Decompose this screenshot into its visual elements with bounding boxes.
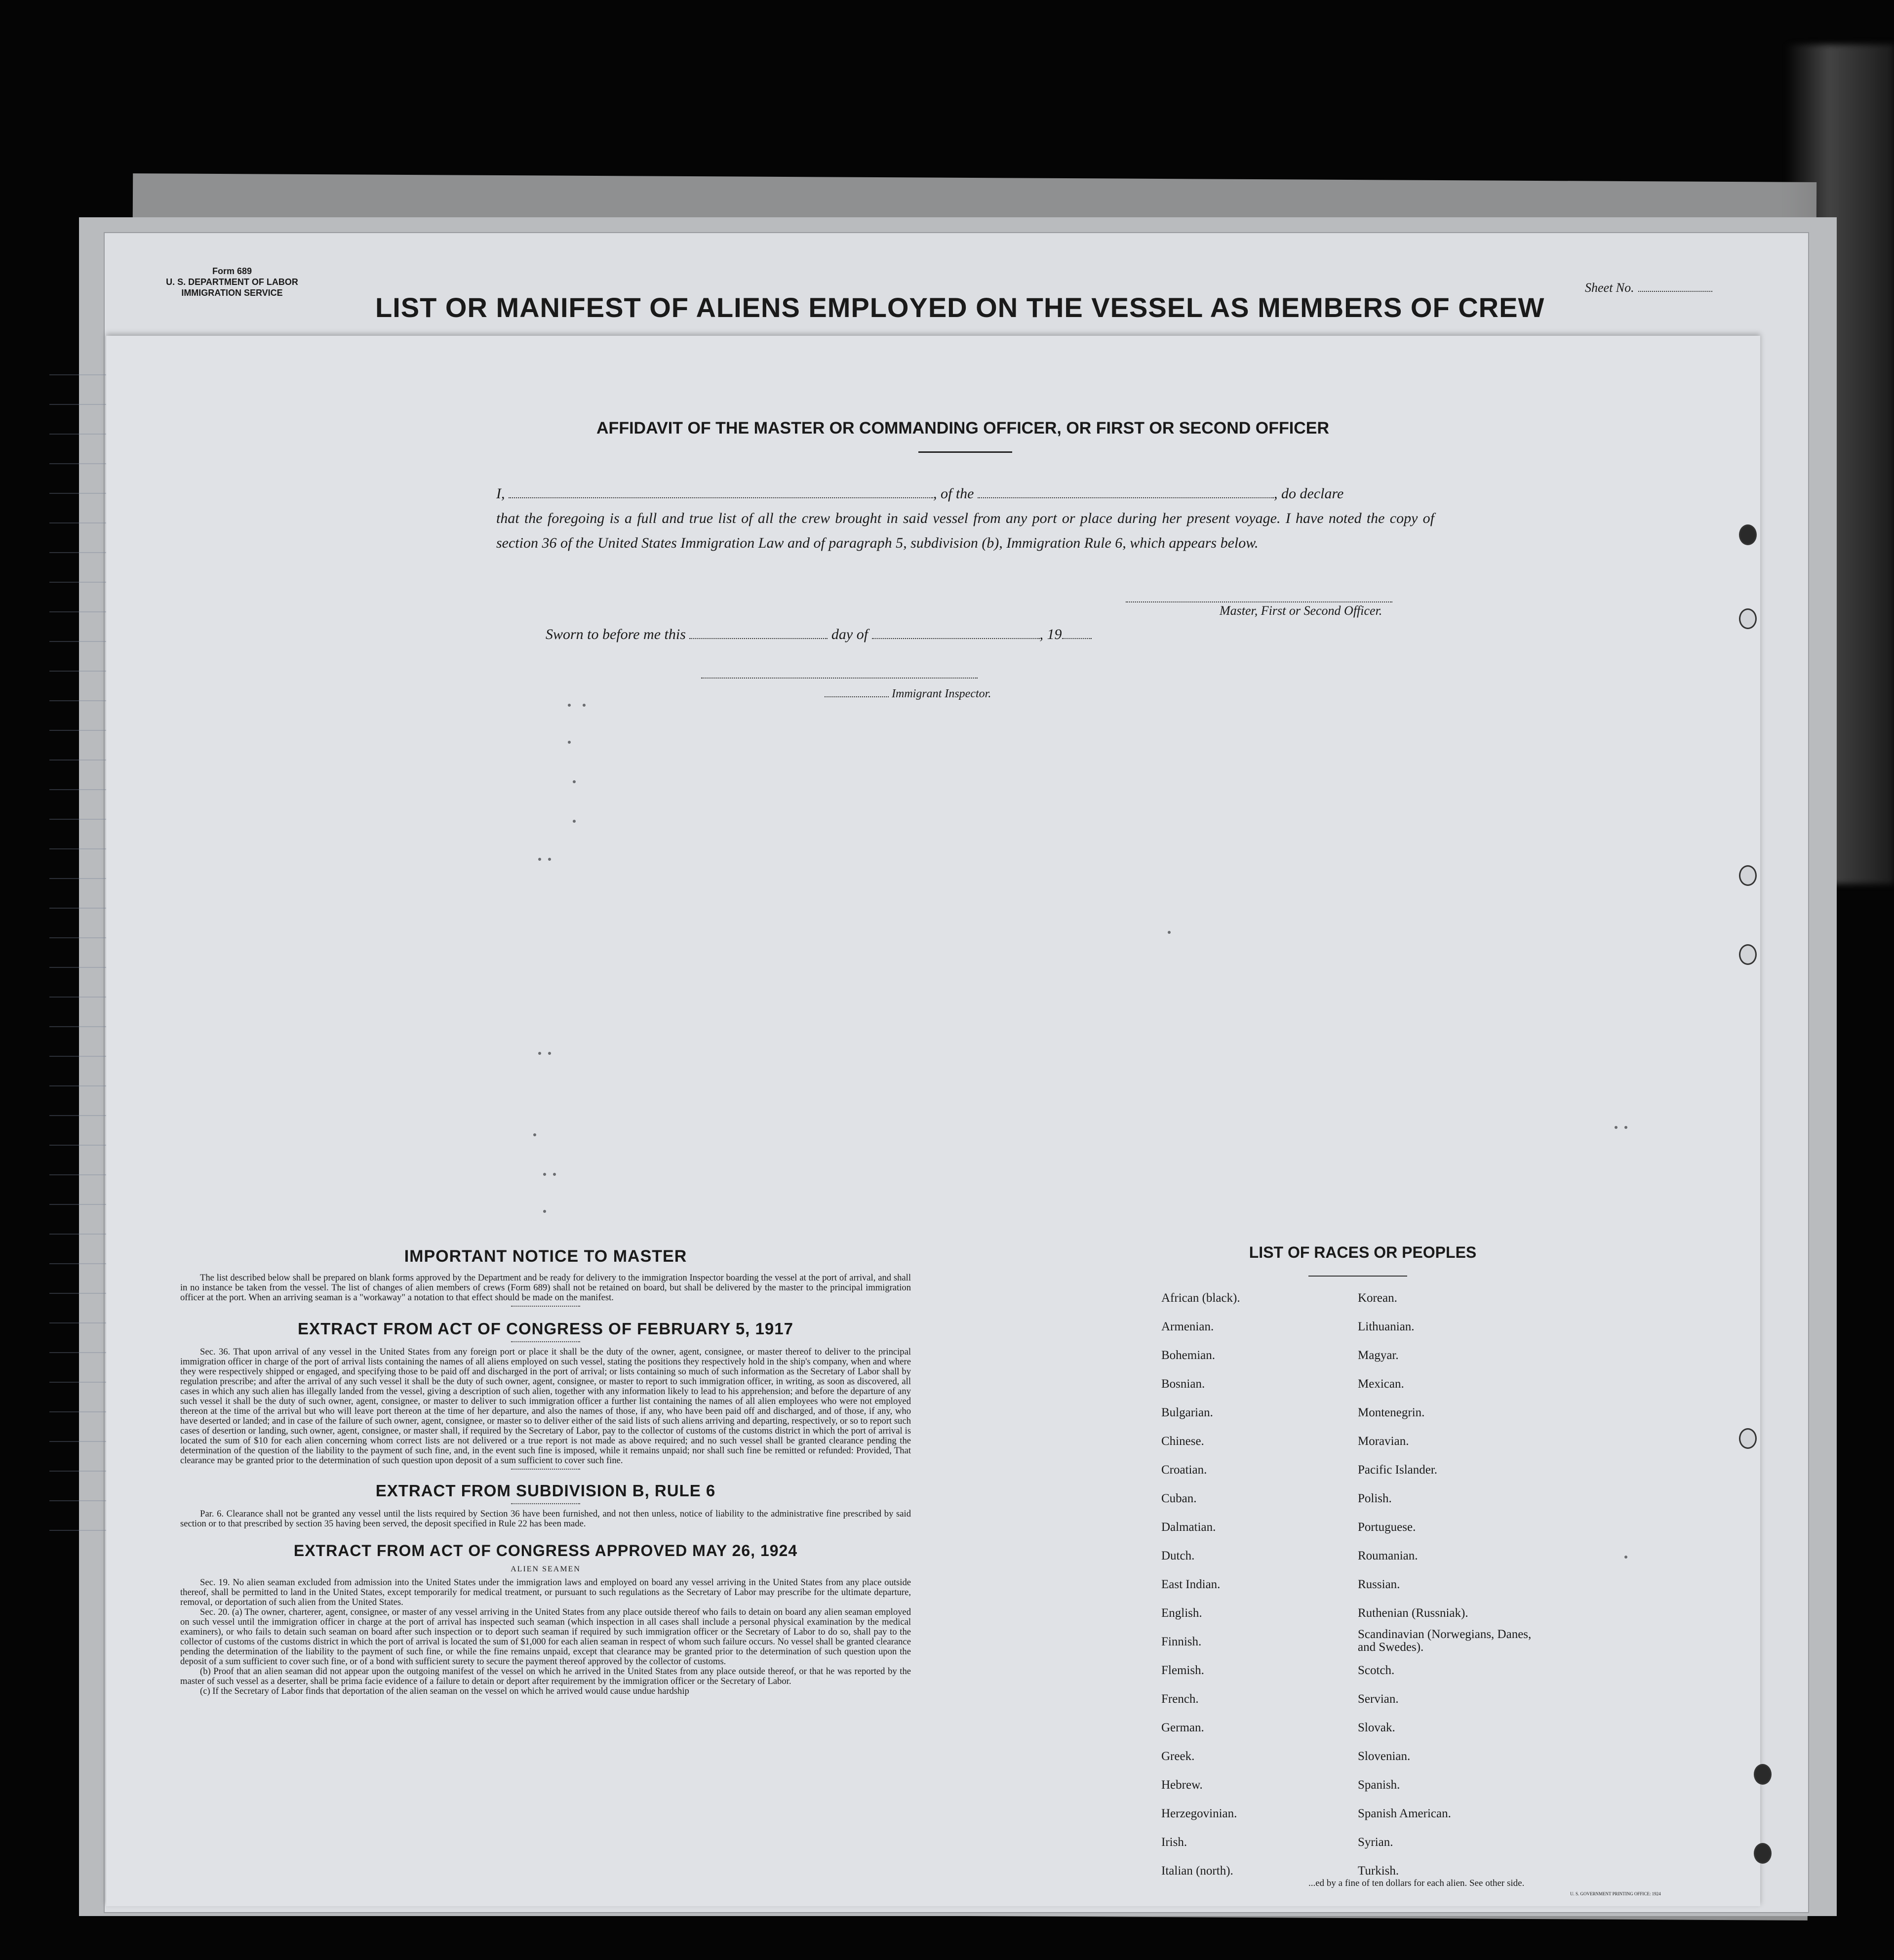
races-title: LIST OF RACES OR PEOPLES bbox=[1249, 1243, 1477, 1261]
race-item: Servian. bbox=[1358, 1692, 1399, 1706]
alien-seamen-subtitle: ALIEN SEAMEN bbox=[511, 1565, 581, 1573]
bleed-mark bbox=[1615, 1126, 1618, 1129]
race-item: Bulgarian. bbox=[1161, 1406, 1213, 1419]
affidavit-statement: that the foregoing is a full and true list of all the crew brought in said vessel from any port or place during her present voyage. I have noted the copy of section 36 of the United States Immigration Law and of paragraph 5, subdivision (b), Immigration Rule 6, which appears below. bbox=[496, 510, 1434, 551]
bleed-mark bbox=[548, 858, 551, 861]
extract-1924-sec20c: (c) If the Secretary of Labor finds that deportation of the alien seaman on the vessel on which he arrived would cause undue hardship bbox=[200, 1686, 689, 1696]
race-item: Bosnian. bbox=[1161, 1377, 1205, 1391]
affidavit-title: AFFIDAVIT OF THE MASTER OR COMMANDING OFFICER, OR FIRST OR SECOND OFFICER bbox=[596, 419, 1329, 438]
extract-rule6-title: EXTRACT FROM SUBDIVISION B, RULE 6 bbox=[375, 1481, 716, 1500]
service-name: IMMIGRATION SERVICE bbox=[181, 288, 283, 298]
sworn-label: Sworn to before me this bbox=[546, 626, 686, 642]
sworn-day-of: day of bbox=[831, 626, 868, 642]
race-item: Slovenian. bbox=[1358, 1750, 1411, 1763]
form-header bbox=[148, 266, 316, 298]
binder-hole bbox=[1739, 524, 1757, 545]
race-item: English. bbox=[1161, 1606, 1202, 1620]
bleed-mark bbox=[538, 858, 541, 861]
race-item: Russian. bbox=[1358, 1578, 1400, 1591]
affidavit-of-the: , of the bbox=[933, 485, 974, 502]
race-item: East Indian. bbox=[1161, 1578, 1221, 1591]
race-item: African (black). bbox=[1161, 1291, 1240, 1305]
master-signature-blank[interactable] bbox=[1126, 601, 1392, 602]
officer-name-blank[interactable] bbox=[509, 486, 933, 498]
sworn-day-blank[interactable] bbox=[689, 627, 828, 639]
race-item: Polish. bbox=[1358, 1492, 1392, 1505]
race-item: Roumanian. bbox=[1358, 1549, 1418, 1562]
section-rule bbox=[511, 1306, 580, 1307]
affidavit-title-rule bbox=[918, 451, 1012, 453]
races-title-rule bbox=[1308, 1276, 1407, 1277]
underlying-ruled-lines bbox=[49, 346, 114, 1531]
notice-title: IMPORTANT NOTICE TO MASTER bbox=[404, 1247, 687, 1266]
inspector-label-row bbox=[825, 687, 991, 701]
affidavit-i-label: I, bbox=[496, 485, 505, 502]
sworn-year-prefix: , 19 bbox=[1039, 626, 1062, 642]
bleed-mark bbox=[1168, 931, 1171, 934]
bleed-mark bbox=[533, 1133, 536, 1136]
binder-hole bbox=[1739, 608, 1757, 629]
sworn-month-blank[interactable] bbox=[872, 627, 1040, 639]
race-item: Moravian. bbox=[1358, 1435, 1409, 1448]
race-item: German. bbox=[1161, 1721, 1204, 1734]
race-item: Spanish. bbox=[1358, 1778, 1400, 1792]
form-number: Form 689 bbox=[212, 266, 252, 276]
bleed-mark bbox=[1624, 1126, 1627, 1129]
page-title: LIST OR MANIFEST OF ALIENS EMPLOYED ON THE VESSEL AS MEMBERS OF CREW bbox=[375, 292, 1545, 323]
bleed-mark bbox=[573, 780, 576, 783]
race-item: Mexican. bbox=[1358, 1377, 1404, 1391]
race-item: Montenegrin. bbox=[1358, 1406, 1425, 1419]
race-item: Herzegovinian. bbox=[1161, 1807, 1237, 1820]
printer-credit: U. S. GOVERNMENT PRINTING OFFICE: 1924 bbox=[1570, 1891, 1661, 1896]
notices-column bbox=[180, 1247, 911, 1696]
race-item: Chinese. bbox=[1161, 1435, 1204, 1448]
race-item: Slovak. bbox=[1358, 1721, 1395, 1734]
race-item: French. bbox=[1161, 1692, 1199, 1706]
race-item: Ruthenian (Russniak). bbox=[1358, 1606, 1468, 1620]
binder-hole bbox=[1754, 1843, 1772, 1864]
bleed-mark bbox=[543, 1210, 546, 1213]
bleed-mark bbox=[548, 1052, 551, 1055]
section-rule bbox=[511, 1503, 580, 1504]
bleed-mark bbox=[583, 704, 586, 707]
race-item: Greek. bbox=[1161, 1750, 1195, 1763]
master-signature-label: Master, First or Second Officer. bbox=[1220, 603, 1382, 618]
race-item: Korean. bbox=[1358, 1291, 1397, 1305]
sheet-number-label: Sheet No. bbox=[1585, 280, 1634, 295]
sworn-line bbox=[546, 626, 1092, 643]
extract-1924-sec19: Sec. 19. No alien seaman excluded from admission into the United States under the immigration laws and employed on board any vessel arriving in the United States from any place outside thereof, shall be permitted to land in the United States, except temporarily for medical treatment, or pursuant to such regulations as the Secretary of Labor may prescribe for the ultimate departure, removal, or deportation of such alien from the United States. bbox=[180, 1577, 911, 1607]
bleed-mark bbox=[553, 1173, 556, 1176]
bleed-mark bbox=[568, 704, 571, 707]
race-item: Magyar. bbox=[1358, 1349, 1399, 1362]
extract-rule6-body: Par. 6. Clearance shall not be granted any vessel until the lists required by Section 36 have been furnished, and not then unless, notice of liability to the administrative fine prescribed by said section or to that prescribed by section 35 having been served, the deposit specified in Rule 22 has been made. bbox=[180, 1509, 911, 1529]
race-item: Irish. bbox=[1161, 1836, 1187, 1849]
bleed-mark bbox=[538, 1052, 541, 1055]
section-rule bbox=[511, 1341, 580, 1342]
race-item: Pacific Islander. bbox=[1358, 1463, 1438, 1477]
affidavit-body bbox=[496, 481, 1434, 556]
race-item: Flemish. bbox=[1161, 1664, 1204, 1677]
vessel-name-blank[interactable] bbox=[978, 486, 1274, 498]
affidavit-do-declare: , do declare bbox=[1274, 485, 1344, 502]
race-item: Turkish. bbox=[1358, 1864, 1399, 1878]
race-item: Bohemian. bbox=[1161, 1349, 1216, 1362]
race-item: Armenian. bbox=[1161, 1320, 1214, 1333]
inspector-signature-blank[interactable] bbox=[701, 678, 978, 679]
race-item: Portuguese. bbox=[1358, 1520, 1416, 1534]
extract-1917-title: EXTRACT FROM ACT OF CONGRESS OF FEBRUARY 5, 1917 bbox=[298, 1320, 793, 1338]
department-name: U. S. DEPARTMENT OF LABOR bbox=[166, 277, 298, 287]
race-item: Lithuanian. bbox=[1358, 1320, 1415, 1333]
race-item: Dalmatian. bbox=[1161, 1520, 1216, 1534]
race-item: Italian (north). bbox=[1161, 1864, 1233, 1878]
race-item: Scandinavian (Norwegians, Danes, and Swedes). bbox=[1358, 1628, 1532, 1654]
race-item: Syrian. bbox=[1358, 1836, 1393, 1849]
race-item: Croatian. bbox=[1161, 1463, 1207, 1477]
inspector-name-blank[interactable] bbox=[825, 696, 889, 697]
binder-hole bbox=[1754, 1764, 1772, 1785]
bleed-mark bbox=[1624, 1556, 1627, 1559]
binder-hole bbox=[1739, 1428, 1757, 1449]
sworn-year-blank[interactable] bbox=[1062, 627, 1092, 639]
bleed-mark bbox=[573, 820, 576, 823]
race-item: Dutch. bbox=[1161, 1549, 1195, 1562]
section-rule bbox=[511, 1469, 580, 1470]
bleed-footer-text: ...ed by a fine of ten dollars for each alien. See other side. bbox=[1308, 1878, 1525, 1888]
extract-1917-body: Sec. 36. That upon arrival of any vessel in the United States from any foreign port or place it shall be the duty of the owner, agent, consignee, or master thereof to deliver to the principal immigration officer in charge of the port of arrival lists containing the names of all aliens employed on such vessel, stating the positions they respectively hold in the ship's company, when and where they were respectively shipped or engaged, and specifying those to be paid off and discharged in the port of arrival; or lists containing so much of such information as the Secretary of Labor shall by regulation prescribe; and after the arrival of any such vessel it shall be the duty of such owner, agent, consignee, or master to report to such immigration officer, in writing, as soon as discovered, all cases in which any such alien has illegally landed from the vessel, giving a description of such alien, together with any information likely to lead to his apprehension; and before the departure of any such vessel it shall be the duty of such owner, agent, consignee, or master to deliver to such immigration officer a further list containing the names of all alien employees who were not employed thereon at the time of the arrival but who will leave port thereon at the time of her departure, and also the names of those, if any, who have been paid off and discharged, and of those, if any, who have deserted or landed; and in case of the failure of such owner, agent, consignee, or master so to deliver either of the said lists of such aliens arriving and departing, respectively, or so to report such cases of desertion or landing, such owner, agent, consignee, or master shall, if required by the Secretary of Labor, pay to the collector of customs of the customs district in which the port of arrival is located the sum of $10 for each alien concerning whom correct lists are not delivered or a true report is not made as above required; and no such vessel shall be granted clearance pending the determination of the question of the liability to the payment of such fine, and, in the event such fine is imposed, while it remains unpaid; nor shall such fine be remitted or refunded: Provided, That clearance may be granted prior to the determination of such question upon deposit of a sum sufficient to cover such fine. bbox=[180, 1347, 911, 1466]
race-item: Cuban. bbox=[1161, 1492, 1197, 1505]
extract-1924-title: EXTRACT FROM ACT OF CONGRESS APPROVED MAY 26, 1924 bbox=[293, 1542, 798, 1560]
binder-hole bbox=[1739, 944, 1757, 965]
race-item: Hebrew. bbox=[1161, 1778, 1203, 1792]
notice-body: The list described below shall be prepared on blank forms approved by the Department and be ready for delivery to the immigration Inspector boarding the vessel at the port of arrival, and shall in no instance be taken from the vessel. The list of changes of alien members of crews (Form 689) shall not be retained on board, but shall be delivered by the master to the principal immigration officer at the port. When an arriving seaman is a "workaway" a notation to that effect should be made on the manifest. bbox=[180, 1273, 911, 1303]
race-item: Finnish. bbox=[1161, 1635, 1202, 1648]
extract-1924-sec20a: Sec. 20. (a) The owner, charterer, agent, consignee, or master of any vessel arriving in the United States from any place outside thereof who fails to detain on board any alien seaman employed on such vessel until the immigration officer in charge at the port of arrival has inspected such seaman (which inspection in all cases shall include a personal physical examination by the medical examiners), or who fails to detain such seaman on board after such inspection or to deport such seaman if required by such immigration officer or the Secretary of Labor to do so, shall pay to the collector of customs of the customs district in which the port of arrival is located the sum of $1,000 for each alien seaman in respect of whom such failure occurs. No vessel shall be granted clearance pending the determination of the liability to the payment of such fine, or while the fine remains unpaid, except that clearance may be granted prior to the determination of such question upon the deposit of a sum sufficient to cover such fine, or of a bond with sufficient surety to secure the payment thereof approved by the collector of customs. bbox=[180, 1607, 911, 1667]
extract-1924-sec20b: (b) Proof that an alien seaman did not appear upon the outgoing manifest of the vessel on which he arrived in the United States from any place outside thereof, or that he was reported by the master of such vessel as a deserter, shall be prima facie evidence of a failure to detain or deport after requirement by the immigration officer or the Secretary of Labor. bbox=[180, 1666, 911, 1686]
sheet-number-field[interactable] bbox=[1585, 280, 1712, 295]
sheet-number-blank[interactable] bbox=[1638, 291, 1712, 292]
race-item: Scotch. bbox=[1358, 1664, 1395, 1677]
bleed-mark bbox=[543, 1173, 546, 1176]
race-item: Spanish American. bbox=[1358, 1807, 1451, 1820]
inspector-label: Immigrant Inspector. bbox=[892, 687, 991, 700]
bleed-mark bbox=[568, 741, 571, 744]
binder-hole bbox=[1739, 865, 1757, 886]
